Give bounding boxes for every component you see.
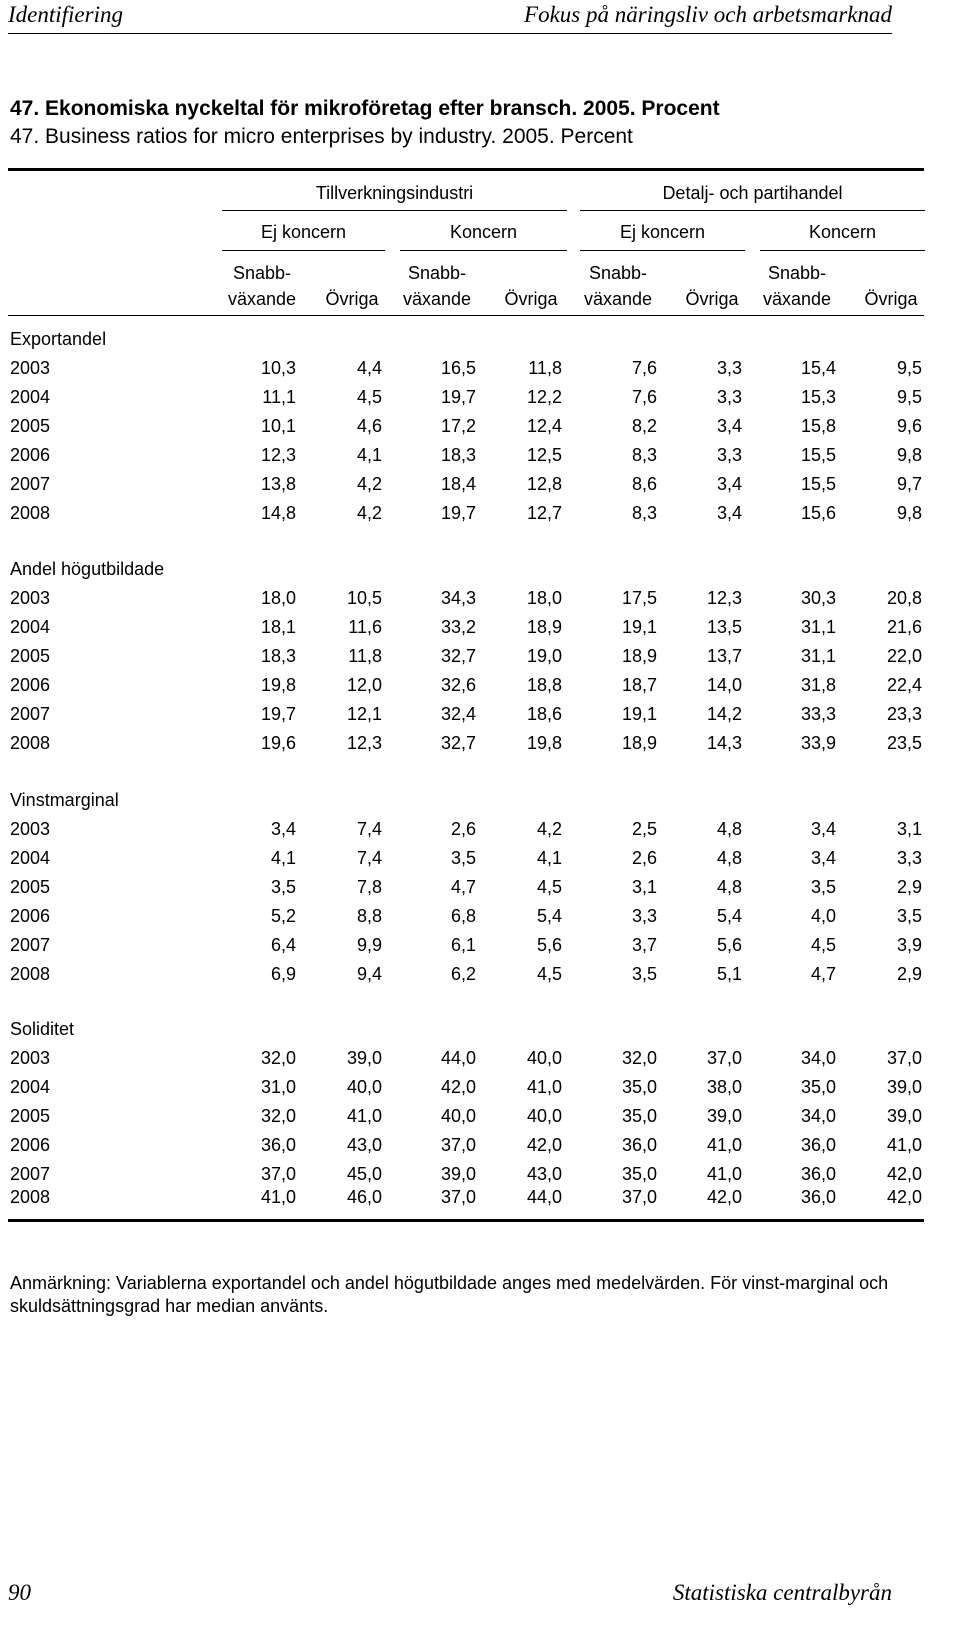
table-cell: 22,4 — [886, 675, 922, 695]
table-cell: 2,6 — [450, 819, 476, 839]
row-year: 2005 — [10, 416, 51, 436]
table-cell: 4,8 — [716, 877, 742, 897]
table-top-rule — [8, 168, 924, 171]
table-title-en: 47. Business ratios for micro enterprises by industry. 2005. Percent — [10, 125, 633, 148]
table-cell: 15,3 — [800, 387, 836, 407]
table-cell: 31,0 — [260, 1077, 296, 1097]
table-cell: 18,3 — [260, 646, 296, 666]
table-cell: 9,7 — [896, 474, 922, 494]
table-cell: 8,3 — [631, 503, 657, 523]
table-cell: 41,0 — [526, 1077, 562, 1097]
table-cell: 4,4 — [356, 358, 382, 378]
table-cell: 3,4 — [810, 848, 836, 868]
table-cell: 38,0 — [706, 1077, 742, 1097]
table-cell: 18,4 — [440, 474, 476, 494]
table-title-sv: 47. Ekonomiska nyckeltal för mikroföretag efter bransch. 2005. Procent — [10, 97, 720, 120]
table-cell: 2,6 — [631, 848, 657, 868]
table-cell: 5,6 — [536, 935, 562, 955]
table-cell: 33,3 — [800, 704, 836, 724]
row-year: 2008 — [10, 1187, 51, 1207]
table-cell: 43,0 — [526, 1164, 562, 1184]
table-cell: 35,0 — [621, 1077, 657, 1097]
table-cell: 42,0 — [886, 1187, 922, 1207]
table-cell: 4,5 — [536, 877, 562, 897]
table-cell: 4,1 — [356, 445, 382, 465]
table-cell: 41,0 — [346, 1106, 382, 1126]
table-cell: 15,6 — [800, 503, 836, 523]
table-cell: 14,2 — [706, 704, 742, 724]
table-cell: 36,0 — [800, 1187, 836, 1207]
table-cell: 8,8 — [356, 906, 382, 926]
table-cell: 12,5 — [526, 445, 562, 465]
row-year: 2003 — [10, 819, 51, 839]
table-cell: 18,0 — [526, 588, 562, 608]
table-cell: 13,5 — [706, 617, 742, 637]
row-year: 2006 — [10, 906, 51, 926]
table-cell: 7,4 — [356, 819, 382, 839]
table-cell: 4,8 — [716, 848, 742, 868]
table-cell: 5,4 — [716, 906, 742, 926]
column-header-line1: Snabb- — [588, 263, 648, 283]
subgroup-header-manuf-non-group: Ej koncern — [260, 222, 347, 242]
table-cell: 2,9 — [896, 964, 922, 984]
table-cell: 9,8 — [896, 503, 922, 523]
table-cell: 32,0 — [260, 1106, 296, 1126]
row-year: 2003 — [10, 588, 51, 608]
table-cell: 12,8 — [526, 474, 562, 494]
table-cell: 18,1 — [260, 617, 296, 637]
header-bottom-rule — [8, 315, 924, 316]
table-bottom-rule — [8, 1219, 924, 1222]
table-cell: 13,8 — [260, 474, 296, 494]
table-cell: 18,3 — [440, 445, 476, 465]
table-cell: 18,0 — [260, 588, 296, 608]
table-cell: 10,5 — [346, 588, 382, 608]
table-cell: 4,2 — [536, 819, 562, 839]
table-cell: 4,1 — [270, 848, 296, 868]
row-year: 2004 — [10, 1077, 51, 1097]
table-cell: 3,4 — [270, 819, 296, 839]
table-cell: 4,7 — [810, 964, 836, 984]
table-cell: 44,0 — [526, 1187, 562, 1207]
group-rule-manufacturing — [222, 210, 567, 211]
table-cell: 4,2 — [356, 474, 382, 494]
column-header-line1: Snabb- — [767, 263, 827, 283]
table-cell: 31,8 — [800, 675, 836, 695]
row-year: 2007 — [10, 704, 51, 724]
table-cell: 2,9 — [896, 877, 922, 897]
section-label: Andel högutbildade — [10, 559, 165, 579]
table-cell: 3,5 — [450, 848, 476, 868]
table-cell: 4,8 — [716, 819, 742, 839]
subgroup-header-trade-non-group: Ej koncern — [619, 222, 706, 242]
column-header-line2: växande — [583, 289, 653, 309]
row-year: 2007 — [10, 1164, 51, 1184]
subgroup-header-trade-group: Koncern — [808, 222, 877, 242]
table-cell: 32,0 — [260, 1048, 296, 1068]
table-cell: 3,9 — [896, 935, 922, 955]
table-cell: 3,3 — [716, 358, 742, 378]
table-cell: 3,5 — [631, 964, 657, 984]
table-cell: 18,6 — [526, 704, 562, 724]
table-cell: 19,1 — [621, 704, 657, 724]
table-cell: 3,7 — [631, 935, 657, 955]
column-header-line2: växande — [762, 289, 832, 309]
row-year: 2007 — [10, 935, 51, 955]
table-cell: 2,5 — [631, 819, 657, 839]
row-year: 2006 — [10, 675, 51, 695]
table-cell: 37,0 — [706, 1048, 742, 1068]
group-header-trade: Detalj- och partihandel — [662, 183, 843, 203]
table-cell: 3,3 — [716, 445, 742, 465]
table-cell: 4,7 — [450, 877, 476, 897]
column-header-line2: Övriga — [864, 289, 918, 309]
column-header-line2: Övriga — [504, 289, 558, 309]
row-year: 2005 — [10, 877, 51, 897]
table-cell: 37,0 — [886, 1048, 922, 1068]
row-year: 2008 — [10, 503, 51, 523]
table-cell: 9,9 — [356, 935, 382, 955]
table-cell: 37,0 — [260, 1164, 296, 1184]
table-cell: 18,8 — [526, 675, 562, 695]
table-cell: 19,8 — [526, 733, 562, 753]
table-cell: 9,5 — [896, 387, 922, 407]
table-cell: 39,0 — [886, 1077, 922, 1097]
table-cell: 18,7 — [621, 675, 657, 695]
table-cell: 41,0 — [706, 1164, 742, 1184]
table-cell: 3,4 — [716, 503, 742, 523]
table-cell: 17,5 — [621, 588, 657, 608]
table-cell: 12,3 — [706, 588, 742, 608]
table-cell: 3,1 — [631, 877, 657, 897]
table-cell: 40,0 — [526, 1106, 562, 1126]
table-cell: 44,0 — [440, 1048, 476, 1068]
table-note: Anmärkning: Variablerna exportandel och andel högutbildade anges med medelvärden. För vinst-marginal och skuldsättningsgrad har median använts. — [10, 1273, 889, 1316]
table-cell: 14,0 — [706, 675, 742, 695]
table-cell: 35,0 — [621, 1164, 657, 1184]
row-year: 2003 — [10, 358, 51, 378]
table-cell: 11,8 — [348, 646, 382, 666]
table-cell: 6,1 — [450, 935, 476, 955]
table-cell: 8,2 — [631, 416, 657, 436]
table-cell: 19,8 — [260, 675, 296, 695]
table-cell: 7,4 — [356, 848, 382, 868]
table-cell: 22,0 — [886, 646, 922, 666]
table-cell: 40,0 — [440, 1106, 476, 1126]
table-cell: 31,1 — [800, 617, 836, 637]
table-cell: 9,4 — [356, 964, 382, 984]
table-cell: 12,2 — [526, 387, 562, 407]
table-cell: 36,0 — [260, 1135, 296, 1155]
row-year: 2006 — [10, 1135, 51, 1155]
table-cell: 3,5 — [896, 906, 922, 926]
header-rule — [8, 33, 892, 34]
table-cell: 32,0 — [621, 1048, 657, 1068]
table-cell: 8,6 — [631, 474, 657, 494]
table-cell: 3,3 — [631, 906, 657, 926]
table-cell: 32,7 — [440, 646, 476, 666]
table-cell: 15,8 — [800, 416, 836, 436]
table-cell: 19,7 — [440, 387, 476, 407]
table-cell: 19,1 — [621, 617, 657, 637]
table-cell: 4,5 — [536, 964, 562, 984]
table-cell: 11,1 — [262, 387, 296, 407]
table-cell: 3,3 — [716, 387, 742, 407]
row-year: 2004 — [10, 617, 51, 637]
table-cell: 32,7 — [440, 733, 476, 753]
table-cell: 42,0 — [440, 1077, 476, 1097]
table-cell: 3,5 — [810, 877, 836, 897]
table-cell: 12,3 — [260, 445, 296, 465]
running-header-left: Identifiering — [8, 2, 123, 27]
section-label: Exportandel — [10, 329, 107, 349]
table-cell: 42,0 — [526, 1135, 562, 1155]
subgroup-header-manuf-group: Koncern — [449, 222, 518, 242]
table-cell: 19,6 — [260, 733, 296, 753]
table-cell: 6,8 — [450, 906, 476, 926]
table-cell: 12,3 — [346, 733, 382, 753]
table-cell: 12,0 — [346, 675, 382, 695]
table-cell: 35,0 — [621, 1106, 657, 1126]
table-cell: 34,0 — [800, 1106, 836, 1126]
subgroup-rule-3 — [580, 250, 745, 251]
table-cell: 23,5 — [886, 733, 922, 753]
group-rule-trade — [580, 210, 925, 211]
table-cell: 3,4 — [810, 819, 836, 839]
table-cell: 11,6 — [348, 617, 382, 637]
row-year: 2005 — [10, 1106, 51, 1126]
table-cell: 36,0 — [800, 1164, 836, 1184]
table-cell: 4,5 — [810, 935, 836, 955]
table-cell: 16,5 — [440, 358, 476, 378]
table-cell: 3,4 — [716, 474, 742, 494]
table-cell: 3,4 — [716, 416, 742, 436]
table-cell: 42,0 — [886, 1164, 922, 1184]
table-cell: 5,4 — [536, 906, 562, 926]
row-year: 2005 — [10, 646, 51, 666]
running-header-right: Fokus på näringsliv och arbetsmarknad — [524, 2, 892, 27]
table-cell: 43,0 — [346, 1135, 382, 1155]
table-cell: 33,9 — [800, 733, 836, 753]
table-cell: 17,2 — [440, 416, 476, 436]
table-cell: 6,4 — [270, 935, 296, 955]
table-cell: 14,8 — [260, 503, 296, 523]
table-cell: 37,0 — [440, 1135, 476, 1155]
table-cell: 30,3 — [800, 588, 836, 608]
table-cell: 31,1 — [800, 646, 836, 666]
table-cell: 20,8 — [886, 588, 922, 608]
subgroup-rule-4 — [760, 250, 925, 251]
subgroup-rule-2 — [400, 250, 567, 251]
table-cell: 15,4 — [800, 358, 836, 378]
column-header-line1: Snabb- — [407, 263, 467, 283]
table-cell: 5,6 — [716, 935, 742, 955]
table-cell: 34,3 — [440, 588, 476, 608]
page-number: 90 — [8, 1580, 31, 1605]
table-cell: 36,0 — [800, 1135, 836, 1155]
table-cell: 39,0 — [346, 1048, 382, 1068]
table-cell: 39,0 — [706, 1106, 742, 1126]
table-cell: 10,1 — [260, 416, 296, 436]
table-cell: 32,6 — [440, 675, 476, 695]
table-cell: 45,0 — [346, 1164, 382, 1184]
table-cell: 42,0 — [706, 1187, 742, 1207]
table-cell: 9,6 — [896, 416, 922, 436]
table-cell: 3,3 — [896, 848, 922, 868]
row-year: 2008 — [10, 733, 51, 753]
table-cell: 18,9 — [621, 646, 657, 666]
table-cell: 35,0 — [800, 1077, 836, 1097]
column-header-line1: Snabb- — [232, 263, 292, 283]
table-cell: 37,0 — [440, 1187, 476, 1207]
table-cell: 39,0 — [886, 1106, 922, 1126]
table-cell: 46,0 — [346, 1187, 382, 1207]
table-cell: 41,0 — [706, 1135, 742, 1155]
row-year: 2006 — [10, 445, 51, 465]
table-cell: 7,8 — [356, 877, 382, 897]
table-cell: 11,8 — [528, 358, 562, 378]
table-cell: 19,7 — [260, 704, 296, 724]
table-cell: 5,2 — [270, 906, 296, 926]
subgroup-rule-1 — [222, 250, 385, 251]
table-cell: 7,6 — [631, 387, 657, 407]
table-cell: 10,3 — [260, 358, 296, 378]
group-header-manufacturing: Tillverkningsindustri — [315, 183, 474, 203]
table-cell: 21,6 — [886, 617, 922, 637]
table-cell: 34,0 — [800, 1048, 836, 1068]
table-cell: 41,0 — [886, 1135, 922, 1155]
table-cell: 8,3 — [631, 445, 657, 465]
row-year: 2007 — [10, 474, 51, 494]
table-cell: 19,0 — [526, 646, 562, 666]
row-year: 2008 — [10, 964, 51, 984]
section-label: Soliditet — [10, 1019, 75, 1039]
table-cell: 4,0 — [810, 906, 836, 926]
table-cell: 3,1 — [896, 819, 922, 839]
table-cell: 12,4 — [526, 416, 562, 436]
row-year: 2004 — [10, 387, 51, 407]
table-cell: 12,1 — [346, 704, 382, 724]
table-cell: 9,8 — [896, 445, 922, 465]
table-cell: 15,5 — [800, 474, 836, 494]
column-header-line2: Övriga — [685, 289, 739, 309]
table-cell: 4,5 — [356, 387, 382, 407]
table-cell: 9,5 — [896, 358, 922, 378]
table-cell: 14,3 — [706, 733, 742, 753]
row-year: 2003 — [10, 1048, 51, 1068]
table-cell: 6,2 — [450, 964, 476, 984]
publisher-footer: Statistiska centralbyrån — [672, 1580, 892, 1605]
table-cell: 18,9 — [526, 617, 562, 637]
table-cell: 5,1 — [716, 964, 742, 984]
table-cell: 4,1 — [536, 848, 562, 868]
table-cell: 12,7 — [526, 503, 562, 523]
table-cell: 33,2 — [440, 617, 476, 637]
row-year: 2004 — [10, 848, 51, 868]
table-cell: 39,0 — [440, 1164, 476, 1184]
table-cell: 15,5 — [800, 445, 836, 465]
table-cell: 7,6 — [631, 358, 657, 378]
table-cell: 18,9 — [621, 733, 657, 753]
table-cell: 40,0 — [346, 1077, 382, 1097]
section-label: Vinstmarginal — [10, 790, 119, 810]
column-header-line2: växande — [402, 289, 472, 309]
column-header-line2: växande — [227, 289, 297, 309]
table-cell: 32,4 — [440, 704, 476, 724]
table-cell: 3,5 — [270, 877, 296, 897]
table-cell: 23,3 — [886, 704, 922, 724]
table-cell: 6,9 — [270, 964, 296, 984]
table-cell: 37,0 — [621, 1187, 657, 1207]
table-cell: 40,0 — [526, 1048, 562, 1068]
table-cell: 19,7 — [440, 503, 476, 523]
table-cell: 36,0 — [621, 1135, 657, 1155]
column-header-line2: Övriga — [325, 289, 379, 309]
table-cell: 4,2 — [356, 503, 382, 523]
table-cell: 4,6 — [356, 416, 382, 436]
table-cell: 41,0 — [260, 1187, 296, 1207]
table-cell: 13,7 — [706, 646, 742, 666]
